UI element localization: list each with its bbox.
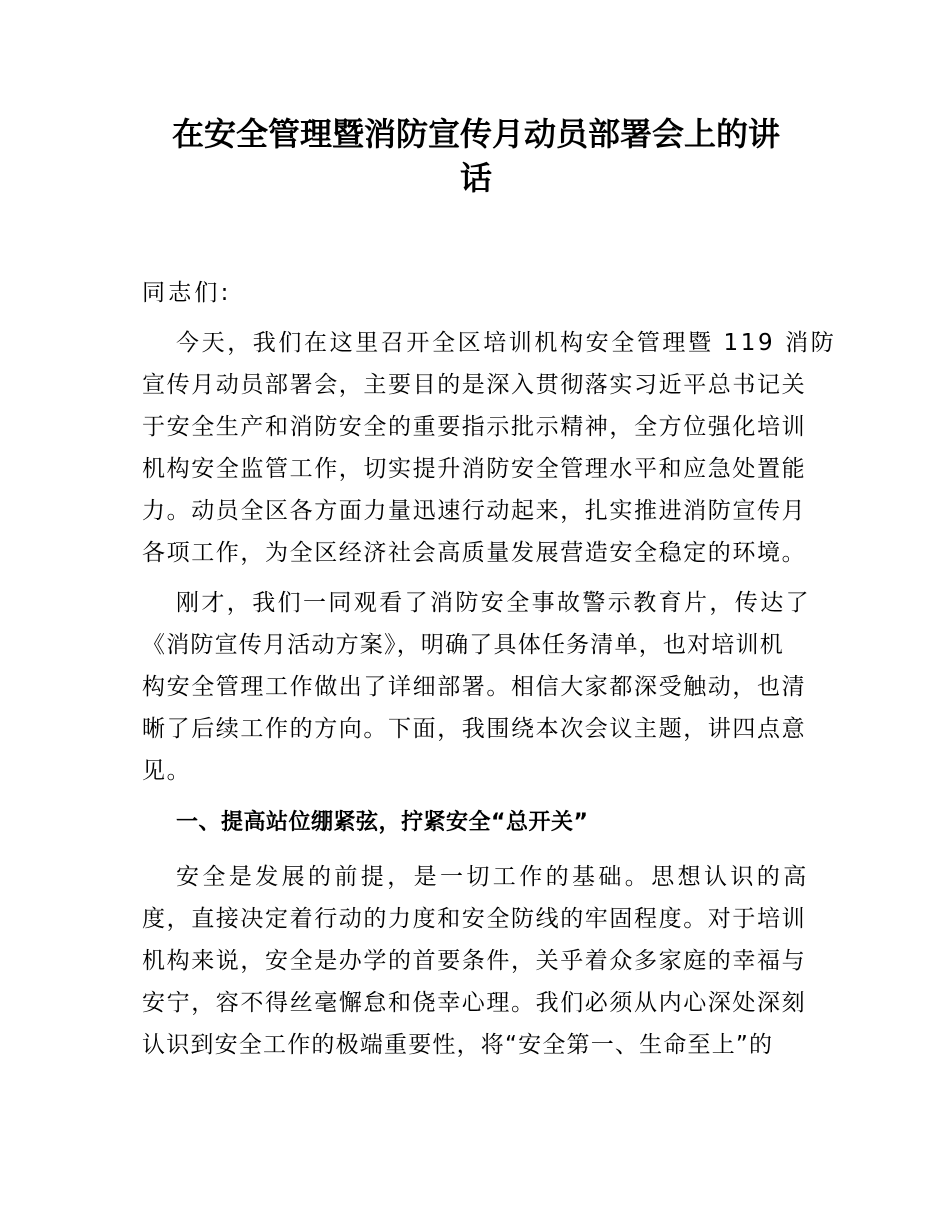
salutation: 同志们: [142,280,232,306]
paragraph-line: 各项工作，为全区经济社会高质量发展营造安全稳定的环境。 [142,540,807,566]
paragraph-line: 度，直接决定着行动的力度和安全防线的牢固程度。对于培训 [142,906,807,932]
paragraph-line: 安全是发展的前提，是一切工作的基础。思想认识的高 [176,864,810,890]
paragraph-1 [142,322,837,574]
paragraph-line: 宣传月动员部署会，主要目的是深入贯彻落实习近平总书记关 [142,372,807,398]
paragraph-line: 机构安全监管工作，切实提升消防安全管理水平和应急处置能 [142,456,807,482]
paragraph-line: 晰了后续工作的方向。下面，我围绕本次会议主题，讲四点意 [142,716,807,742]
paragraph-3 [142,856,810,1066]
title-line-2: 话 [459,159,492,197]
paragraph-line: 力。动员全区各方面力量迅速行动起来，扎实推进消防宣传月 [142,498,807,524]
paragraph-line: 于安全生产和消防安全的重要指示批示精神，全方位强化培训 [142,414,807,440]
paragraph-line: 今天，我们在这里召开全区培训机构安全管理暨 119 消防 [176,330,837,356]
paragraph-line: 刚才，我们一同观看了消防安全事故警示教育片，传达了 [176,590,811,616]
paragraph-line: 机构来说，安全是办学的首要条件，关乎着众多家庭的幸福与 [142,948,807,974]
paragraph-line: 安宁，容不得丝毫懈怠和侥幸心理。我们必须从内心深处深刻 [142,990,807,1016]
paragraph-line: 认识到安全工作的极端重要性，将“安全第一、生命至上”的 [142,1032,774,1058]
paragraph-line: 《消防宣传月活动方案》，明确了具体任务清单，也对培训机 [142,632,784,658]
paragraph-2 [142,582,810,792]
document-title [142,112,810,200]
section-heading-1: 一、提高站位绷紧弦，拧紧安全“总开关” [176,810,589,835]
document-body [142,272,837,1074]
title-line-1: 在安全管理暨消防宣传月动员部署会上的讲 [171,115,780,153]
paragraph-line: 构安全管理工作做出了详细部署。相信大家都深受触动，也清 [142,674,807,700]
paragraph-line: 见。 [142,758,192,784]
